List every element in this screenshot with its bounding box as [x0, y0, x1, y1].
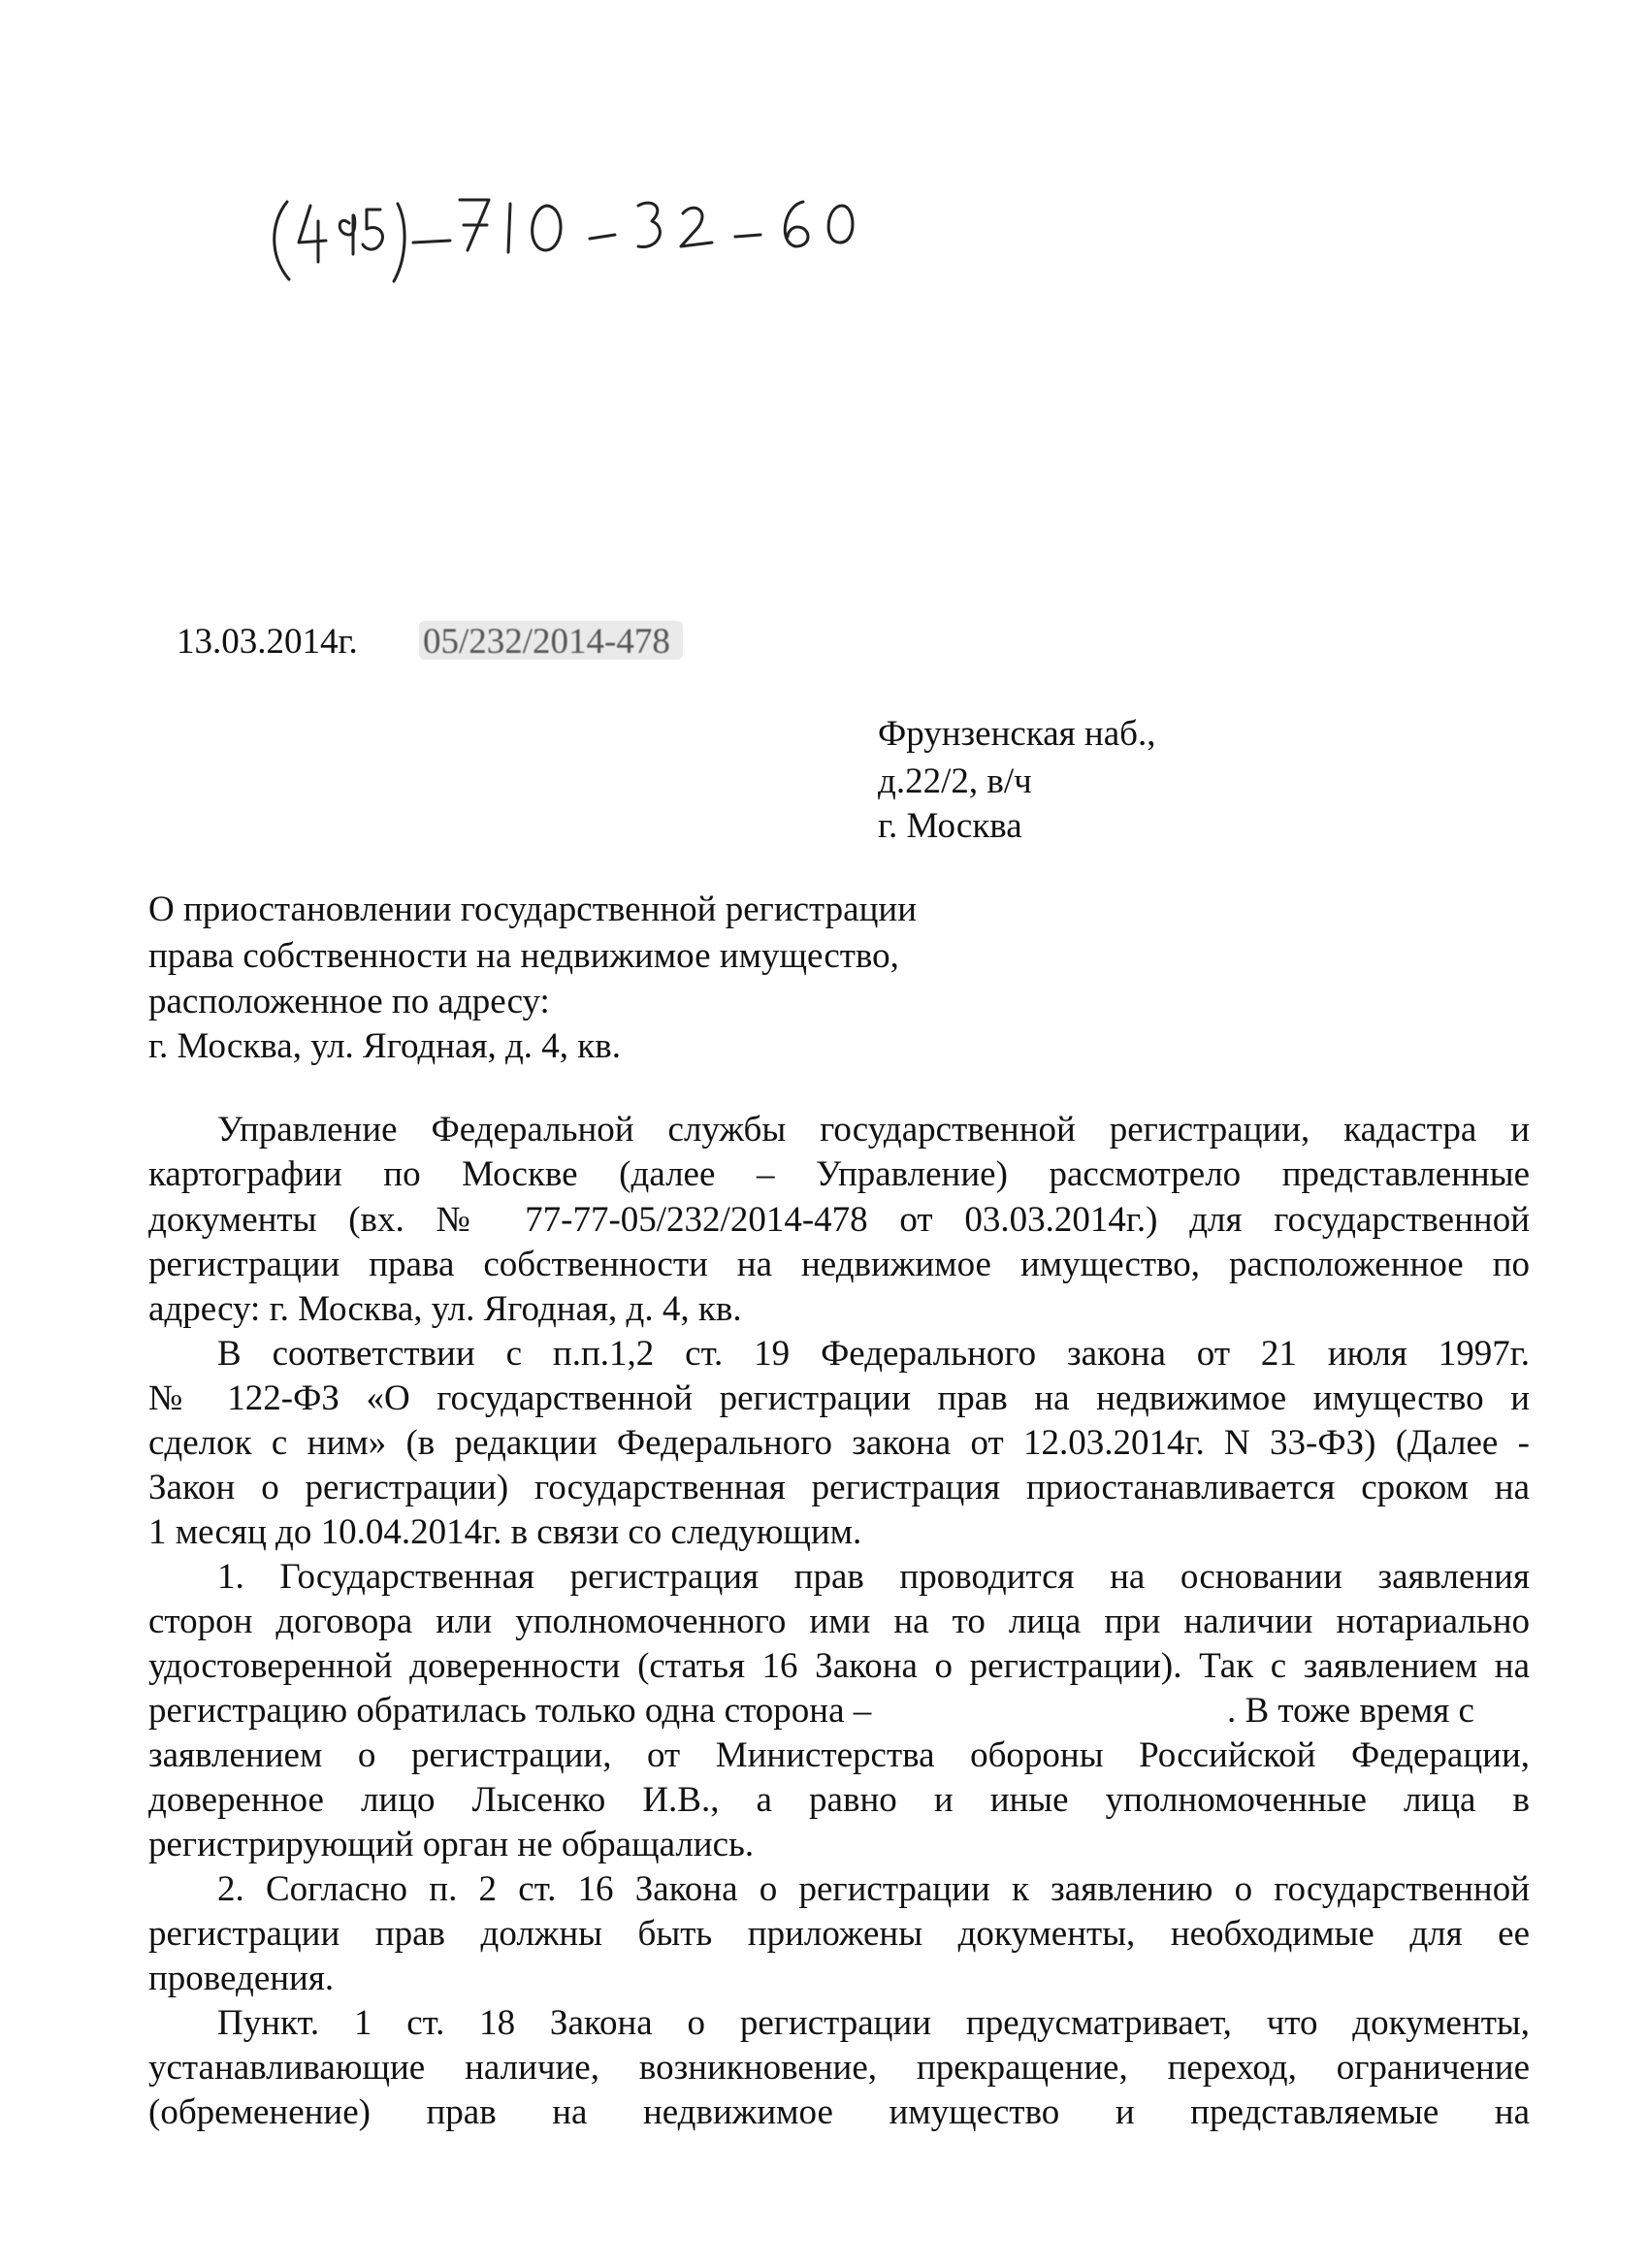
body-line: устанавливающие наличие, возникновение, прекращение, переход, ограничение — [148, 2048, 1530, 2088]
body-line: удостоверенной доверенности (статья 16 Закона о регистрации). Так с заявлением на — [148, 1646, 1530, 1686]
body-line: регистрации права собственности на недвижимое имущество, расположенное по — [148, 1245, 1530, 1284]
address-line-2: д.22/2, в/ч — [878, 761, 1032, 801]
document-date: 13.03.2014г. — [177, 622, 358, 662]
body-line: регистрирующий орган не обращались. — [148, 1825, 755, 1864]
body-line: Закон о регистрации) государственная регистрация приостанавливается сроком на — [148, 1468, 1530, 1507]
registration-number: 05/232/2014-478 — [423, 622, 670, 662]
body-line: картографии по Москве (далее – Управление) рассмотрело представленные — [148, 1154, 1530, 1194]
body-line: заявлением о регистрации, от Министерства обороны Российской Федерации, — [148, 1735, 1530, 1775]
handwritten-phone-note — [260, 146, 861, 291]
body-line: регистрации прав должны быть приложены документы, необходимые для ее — [148, 1914, 1530, 1954]
body-line: Пункт. 1 ст. 18 Закона о регистрации предусматривает, что документы, — [217, 2003, 1530, 2043]
subject-line-3: расположенное по адресу: — [148, 982, 550, 1021]
address-line-3: г. Москва — [878, 806, 1022, 846]
body-line: (обременение) прав на недвижимое имущество и представляемые на — [148, 2092, 1530, 2132]
body-line: . В тоже время с — [1227, 1691, 1474, 1731]
body-line: документы (вх. № 77-77-05/232/2014-478 от 03.03.2014г.) для государственной — [148, 1200, 1530, 1240]
body-line: № 122-ФЗ «О государственной регистрации прав на недвижимое имущество и — [148, 1378, 1530, 1418]
body-line: адресу: г. Москва, ул. Ягодная, д. 4, кв. — [148, 1289, 742, 1329]
body-line: сторон договора или уполномоченного ими на то лица при наличии нотариально — [148, 1602, 1530, 1641]
body-line: 1 месяц до 10.04.2014г. в связи со следующим. — [148, 1512, 862, 1552]
body-line: проведения. — [148, 1959, 335, 1998]
body-line: В соответствии с п.п.1,2 ст. 19 Федерального закона от 21 июля 1997г. — [217, 1334, 1530, 1374]
body-line: 2. Согласно п. 2 ст. 16 Закона о регистрации к заявлению о государственной — [217, 1869, 1530, 1909]
handwriting-graphic — [260, 146, 861, 291]
body-line: 1. Государственная регистрация прав проводится на основании заявления — [217, 1557, 1530, 1597]
address-line-1: Фрунзенская наб., — [878, 714, 1156, 754]
body-line: регистрацию обратилась только одна сторона – — [148, 1691, 872, 1731]
subject-line-1: О приостановлении государственной регистрации — [148, 890, 917, 929]
subject-line-4: г. Москва, ул. Ягодная, д. 4, кв. — [148, 1026, 621, 1066]
body-line: доверенное лицо Лысенко И.В., а равно и иные уполномоченные лица в — [148, 1780, 1530, 1820]
subject-line-2: права собственности на недвижимое имущество, — [148, 936, 899, 976]
body-line: сделок с ним» (в редакции Федерального закона от 12.03.2014г. N 33-ФЗ) (Далее - — [148, 1423, 1530, 1463]
body-line: Управление Федеральной службы государственной регистрации, кадастра и — [217, 1110, 1530, 1150]
